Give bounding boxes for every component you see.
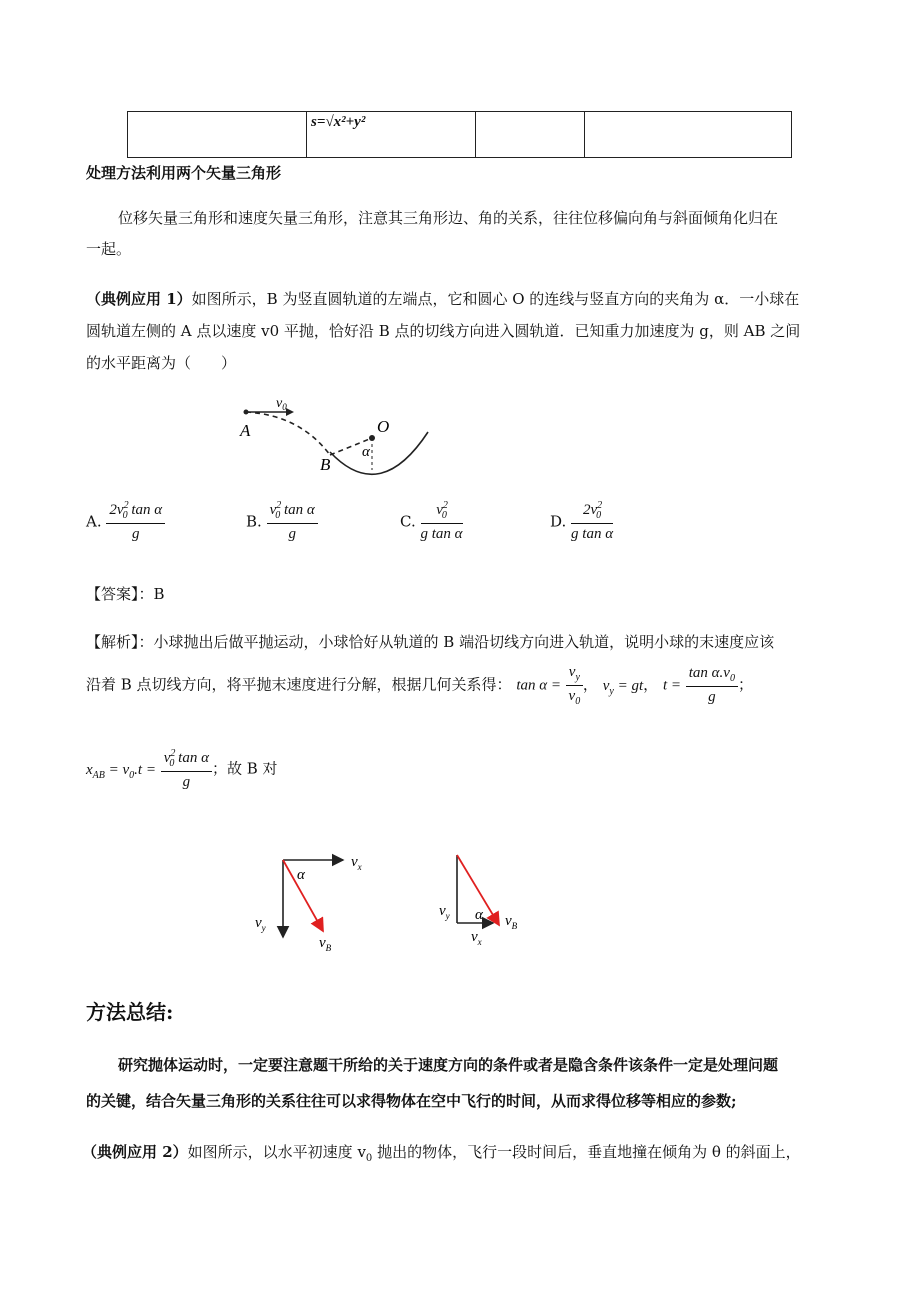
conclusion: ；故 B 对 [211,759,278,778]
eq1-frac: $\frac{v_y}{v_0}$ [566,664,583,707]
figure-trajectory [230,390,450,490]
option-a[interactable]: A. $\frac{2v^2_0 \tan \alpha}{g}$ [86,500,165,543]
left-vy-label: $v_y$ [255,915,266,933]
example1-line3: 的水平距离为（ ） [86,354,237,372]
paragraph-line: 位移矢量三角形和速度矢量三角形，注意其三角形边、角的关系，往往位移偏向角与斜面倾角化归在 [118,209,779,227]
example1-text: 如图所示，B 为竖直圆轨道的左端点，它和圆心 O 的连线与竖直方向的夹角为 α．一小球在 [191,290,800,308]
right-alpha: α [475,907,483,923]
left-alpha: α [297,867,305,883]
label-a: A [240,421,251,440]
label-o: O [377,417,390,436]
table-cell [585,112,792,158]
example1-line1 [86,288,799,309]
summary-heading: 方法总结: [86,1000,174,1024]
answer-value: ：B [138,585,165,603]
analysis-line3 [86,748,278,791]
option-b[interactable]: B. $\frac{v^2_0 \tan \alpha}{g}$ [246,500,318,543]
example2-tag: （典例应用 2） [82,1143,188,1161]
table-cell-formula [307,112,476,158]
paragraph-line: 一起。 [86,240,132,258]
example1-line2: 圆轨道左侧的 A 点以速度 v0 平抛，恰好沿 B 点的切线方向进入圆轨道．已知重力加速度为 g，则 AB 之间 [86,322,801,340]
v0-arrowhead [286,408,294,416]
formula-table [127,111,792,158]
point-o [369,435,375,441]
example1-tag: （典例应用 1） [86,290,192,308]
right-vx-label: $v_x$ [471,929,482,947]
left-vb-label: $v_B$ [319,935,332,953]
figure-velocity-triangles [245,845,545,960]
dashed-trajectory [246,412,330,455]
summary-line1: 研究抛体运动时，一定要注意题干所给的关于速度方向的条件或者是隐含条件该条件一定是处理问题 [118,1056,779,1074]
label-b: B [320,455,331,474]
answer-line [86,583,165,604]
circular-track [330,432,428,474]
eq3-frac: $\frac{\tan \alpha.v_0}{g}$ [686,665,738,706]
table-cell [128,112,307,158]
analysis-label: 【解析】 [86,633,139,651]
summary-line2: 的关键，结合矢量三角形的关系往往可以求得物体在空中飞行的时间，从而求得位移等相应的参数; [86,1092,737,1110]
example2-line: （典例应用 2）如图所示，以水平初速度 $v_0$ 抛出的物体，飞行一段时间后，垂直地撞在倾角为 θ 的斜面上， [82,1143,801,1164]
label-alpha: α [362,444,370,460]
table-cell [476,112,585,158]
right-vy-label: $v_y$ [439,903,450,921]
option-c[interactable]: C. $\frac{v^2_0}{\text{g tan α}}$ [400,500,463,542]
eq2: $v_y$ = gt [602,677,644,697]
xab-frac: $\frac{v^2_0 \tan \alpha}{g}$ [161,748,212,791]
right-vb-label: $v_B$ [505,913,518,931]
answer-label: 【答案】 [86,585,139,603]
label-v0: $v_0$ [276,396,287,412]
analysis-line1: 【解析】：小球抛出后做平抛运动，小球恰好从轨道的 B 端沿切线方向进入轨道，说明小球的末速度应该 [86,633,775,651]
formula-s: s=√x²+y² [311,114,366,130]
left-vx-label: $v_x$ [351,854,362,872]
xab-equation: $x_{AB} = v_0.t$ = [86,761,156,781]
option-d[interactable]: D. $\frac{2v^2_0}{\text{g tan α}}$ [550,500,614,542]
analysis-line2: 沿着 B 点切线方向，将平抛末速度进行分解，根据几何关系得： tan α = $\frac{v_y}{v_0}$ ， $v_y$ = gt， t = $\frac{\tan \alpha.v_0}{g}$ ； [86,664,753,707]
section-heading: 处理方法利用两个矢量三角形 [86,164,282,182]
